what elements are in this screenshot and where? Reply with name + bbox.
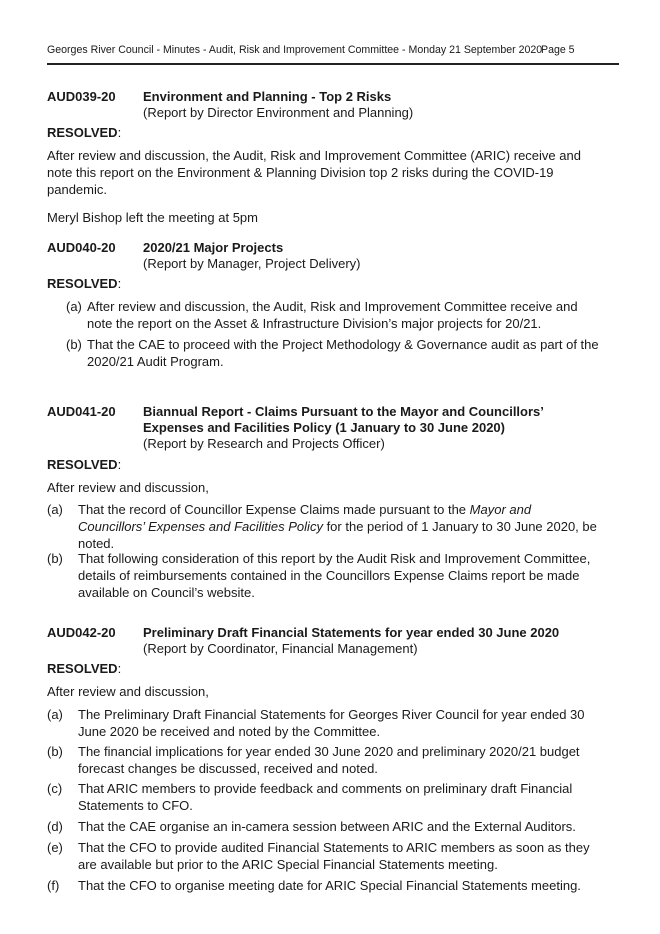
item-heading [143,240,613,272]
item-heading [143,404,613,452]
resolved-label: RESOLVED: [47,125,122,140]
item-title: Expenses and Facilities Policy (1 January to 30 June 2020) [143,420,505,435]
item-subtitle: (Report by Manager, Project Delivery) [143,256,361,271]
resolved-label: RESOLVED: [47,661,122,676]
item-title: Biannual Report - Claims Pursuant to the Mayor and Councillors’ [143,404,544,419]
header-title: Georges River Council - Minutes - Audit, Risk and Improvement Committee - Monday 21 September 2020 [47,44,543,56]
item-code: AUD040-20 [47,240,116,255]
page-number: Page 5 [541,44,575,56]
resolved-label: RESOLVED: [47,276,122,291]
resolution-text: After review and discussion, the Audit, Risk and Improvement Committee (ARIC) receive and note this report on the Environment & Planning Division top 2 risks during the COVID-19 pandemic. [47,148,581,197]
resolution-intro: After review and discussion, [47,480,209,495]
item-title: Preliminary Draft Financial Statements for year ended 30 June 2020 [143,625,560,640]
item-heading [143,89,613,121]
resolved-label: RESOLVED: [47,457,122,472]
item-subtitle: (Report by Research and Projects Officer) [143,436,385,451]
item-code: AUD041-20 [47,404,116,419]
header-divider [47,63,619,65]
item-subtitle: (Report by Coordinator, Financial Management) [143,641,418,656]
item-title: 2020/21 Major Projects [143,240,284,255]
item-code: AUD042-20 [47,625,116,640]
attendance-note: Meryl Bishop left the meeting at 5pm [47,210,258,225]
document-page: Georges River Council - Minutes - Audit, Risk and Improvement Committee - Monday 21 September 2020 Page 5 AUD039-20 Environment and Planning - Top 2 Risks (Report by Director Environment and Planning) RESOLVED: After review and discussion, the Audit, Risk and Improvement Committee (ARIC) receive and note this report on the Environment & Planning Division top 2 risks during the COVID-19 pandemic. Meryl Bishop left the meeting at 5pm AUD040-20 2020/21 Major Projects (Report by Manager, Project Delivery) RESOLVED: (a) After review and discussion, the Audit, Risk and Improvement Committee receive and note the report on the Asset & Infrastructure Division’s major projects for 20/21. (b) That the CAE to proceed with the Project Methodology & Governance audit as part of the 2020/21 Audit Program. AUD041-20 Biannual Report - Claims Pursuant to the Mayor and Councillors’ Expenses and Facilities Policy (1 January to 30 June 2020) (Report by Research and Projects Officer) RESOLVED: After review and discussion, (a) That the record of Councillor Expense Claims made pursuant to the Mayor and Councillors’ Expenses and Facilities Policy for the period of 1 January to 30 June 2020, be noted. (b) That following consideration of this report by the Audit Risk and Improvement Committee, details of reimbursements contained in the Councillors Expense Claims report be made available on Council’s website. AUD042-20 Preliminary Draft Financial Statements for year ended 30 June 2020 (Report by Coordinator, Financial Management) RESOLVED: After review and discussion, (a) The Preliminary Draft Financial Statements for Georges River Council for year ended 30 June 2020 be received and noted by the Committee. (b) The financial implications for year ended 30 June 2020 and preliminary 2020/21 budget forecast changes be discussed, received and noted. (c) That ARIC members to provide feedback and comments on preliminary draft Financial Statements to CFO. (d) That the CAE organise an in-camera session between ARIC and the External Auditors. (e) That the CFO to provide audited Financial Statements to ARIC members as soon as they are available but prior to the ARIC Special Financial Statements meeting. (f) That the CFO to organise meeting date for ARIC Special Financial Statements meeting. [0,0,660,934]
item-title: Environment and Planning - Top 2 Risks [143,89,392,104]
item-subtitle: (Report by Director Environment and Planning) [143,105,414,120]
page-header [47,44,617,56]
item-heading [143,625,613,657]
item-code: AUD039-20 [47,89,116,104]
resolution-intro: After review and discussion, [47,684,209,699]
